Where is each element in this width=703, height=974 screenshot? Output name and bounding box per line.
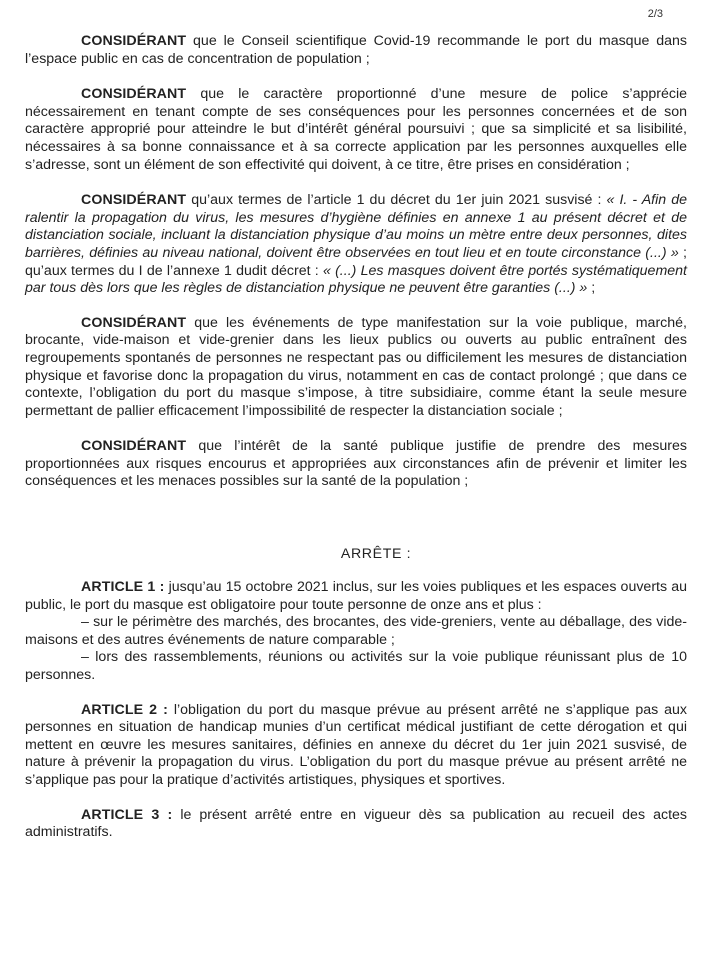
article-text: l’obligation du port du masque prévue au présent arrêté ne s’applique pas aux personnes en situation de handicap munies d’un certificat médical justifiant de cette dérogation et qui mettent en œuvre les mesures sanitaires, définies en annexe du décret du 1er juin 2021 susvisé, de nature à prévenir la propagation du virus. L’obligation du port du masque prévue au présent arrêté ne s’applique pas pour la pratique d’activités artistiques, physiques et sportives. xyxy=(25,701,687,788)
article-text: jusqu’au 15 octobre 2021 inclus, sur les voies publiques et les espaces ouverts au public, le port du masque est obligatoire pour toute personne de onze ans et plus : xyxy=(25,579,687,613)
article-1-body xyxy=(25,579,687,614)
considerant-5 xyxy=(25,438,687,491)
article-label: ARTICLE 2 : xyxy=(81,701,168,718)
considerant-text: que l’intérêt de la santé publique justifie de prendre des mesures proportionnées aux risques encourus et appropriées aux circonstances afin de prévenir et limiter les conséquences et les menaces possibles sur la santé de la population ; xyxy=(25,438,687,490)
considerant-text: que les événements de type manifestation sur la voie publique, marché, brocante, vide-maison et vide-grenier dans les lieux publics ou ouverts au public entraînent des regroupements spontanés de personnes ne respectant pas ou difficilement les mesures de distanciation physique et favorise donc la propagation du virus, notamment en cas de contact prolongé ; que dans ce contexte, l’obligation du port du masque s’impose, à titre subsidiaire, comme étant la seule mesure permettant de pallier efficacement l’impossibilité de respecter la distanciation sociale ; xyxy=(25,314,687,419)
considerant-1 xyxy=(25,33,687,68)
article-1 xyxy=(25,579,687,685)
considerant-keyword: CONSIDÉRANT xyxy=(81,33,187,49)
considerant-text: ; qu’aux termes du I de l’annexe 1 dudit décret : xyxy=(25,244,687,279)
article-3 xyxy=(25,807,687,842)
considerant-keyword: CONSIDÉRANT xyxy=(81,438,187,455)
considerant-3 xyxy=(25,192,687,298)
article-2 xyxy=(25,702,687,790)
considerant-text: ; xyxy=(587,280,596,297)
considerant-2 xyxy=(25,86,687,174)
considerant-keyword: CONSIDÉRANT xyxy=(81,86,187,103)
page-number: 2/3 xyxy=(647,8,663,20)
decree-quote-1: « I. - Afin de ralentir la propagation du virus, les mesures d’hygiène définies en annexe 1 au présent décret et de distanciation sociale, incluant la distanciation physique d’au moins un mètre entre deux personnes, dites barrières, définies au niveau national, doivent être observées en tout lieu et en toute circonstance (...) » xyxy=(25,192,687,261)
considerant-keyword: CONSIDÉRANT xyxy=(81,192,187,209)
considerant-text: qu’aux termes de l’article 1 du décret du 1er juin 2021 susvisé : xyxy=(186,192,607,209)
considerant-text: que le caractère proportionné d’une mesure de police s’apprécie nécessairement en tenant compte de ses conséquences pour les personnes concernées et de son caractère approprié pour atteindre le but d’intérêt général poursuivi ; que sa simplicité et sa lisibilité, nécessaires à sa bonne connaissance et à sa correcte application par les personnes auxquelles elle s’adresse, sont un élément de son effectivité qui doivent, à ce titre, être prises en considération ; xyxy=(25,86,687,173)
considerant-4 xyxy=(25,315,687,421)
considerant-text: que le Conseil scientifique Covid-19 recommande le port du masque dans l’espace public en cas de concentration de population ; xyxy=(25,33,687,67)
considerant-keyword: CONSIDÉRANT xyxy=(81,314,187,331)
article-text: le présent arrêté entre en vigueur dès sa publication au recueil des actes administratifs. xyxy=(25,806,687,841)
article-label: ARTICLE 1 : xyxy=(81,579,165,596)
decree-quote-2: « (...) Les masques doivent être portés systématiquement par tous dès lors que les règles de distanciation physique ne peuvent être garanties (...) » xyxy=(25,262,687,297)
article-label: ARTICLE 3 : xyxy=(81,806,173,823)
article-1-item-1: – sur le périmètre des marchés, des brocantes, des vide-greniers, vente au déballage, des vide-maisons et des autres événements de nature comparable ; xyxy=(25,614,687,648)
arrete-heading: ARRÊTE : xyxy=(340,546,412,563)
article-1-item-2: – lors des rassemblements, réunions ou activités sur la voie publique réunissant plus de 10 personnes. xyxy=(25,649,687,684)
